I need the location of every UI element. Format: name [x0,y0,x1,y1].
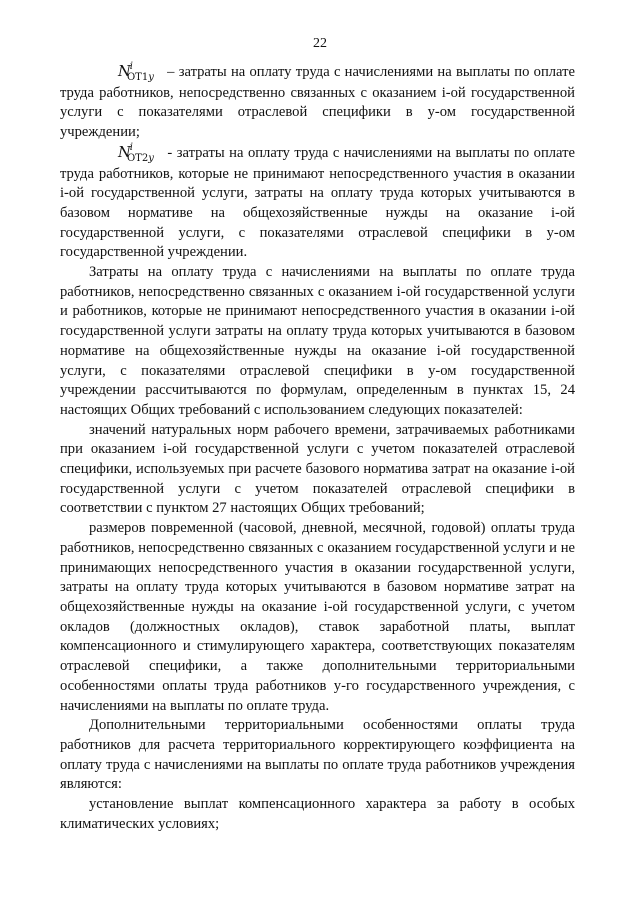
paragraph-compensation-payments: установление выплат компенсационного характера за работу в особых климатических условиях; [60,796,575,832]
paragraph-work-time-norms: значений натуральных норм рабочего времени, затрачиваемых работниками при оказанием i-ой государственной услуги с учетом показателей отраслевой специфики, используемых при расчете базового норматива затрат на оказание i-ой государственной услуги с учетом показателей отраслевой специфики в соответствии с пунктом 27 настоящих Общих требований; [60,421,575,517]
definition-text: - затраты на оплату труда с начислениями на выплаты по оплате труда работников, которые не принимают непосредственного участия в оказании i-ой государственной услуги, затраты на оплату труда которых учитываются в базовом нормативе на общехозяйственные нужды на оказание i-ой государственной услуги, с показателями отраслевой специфики в y-ом государственной учреждении. [60,144,575,261]
paragraph-territorial-features: Дополнительными территориальными особенностями оплаты труда работников для расчета территориального корректирующего коэффициента на оплату труда с начислениями на выплаты по оплате труда работников учреждения являются: [60,717,575,793]
definition-ot2 [60,143,575,263]
formula-symbol-not2: $N^i_{ОТ2y}$ [118,141,154,164]
paragraph-costs-calculation: Затраты на оплату труда с начислениями на выплаты по оплате труда работников, непосредственно связанных с оказанием i-ой государственной услуги и работников, которые не принимают непосредственного участия в оказании i-ой государственной услуги затраты на оплату труда которых учитываются в базовом нормативе на общехозяйственные нужды на оказание i-ой государственной услуги, с показателями отраслевой специфики в y-ом государственной учреждении рассчитываются по формулам, определенным в пунктах 15, 24 настоящих Общих требований с использованием следующих показателей: [60,264,575,418]
definition-text: – затраты на оплату труда с начислениями на выплаты по оплате труда работников, непосредственно связанных с оказанием i-ой государственной услуги с показателями отраслевой специфики в y-ом государственной учреждении; [60,64,575,141]
document-body [60,62,575,834]
definition-ot1 [60,62,575,143]
formula-symbol-not1: $N^i_{ОТ1y}$ [118,61,154,83]
paragraph-payment-sizes: размеров повременной (часовой, дневной, месячной, годовой) оплаты труда работников, непосредственно связанных с оказанием государственной услуги и не принимающих непосредственного участия в оказании государственной услуги, затраты на оплату труда которых учитываются в базовом нормативе затрат на общехозяйственные нужды на оказание i-ой государственной услуги, с учетом окладов (должностных окладов), ставок заработной платы, выплат компенсационного и стимулирующего характера, соответствующих показателям отраслевой специфики, а также дополнительными территориальными особенностями оплаты труда работников y-го государственного учреждения, с начислениями на выплаты по оплате труда. [60,520,575,714]
page-number: 22 [313,36,327,51]
